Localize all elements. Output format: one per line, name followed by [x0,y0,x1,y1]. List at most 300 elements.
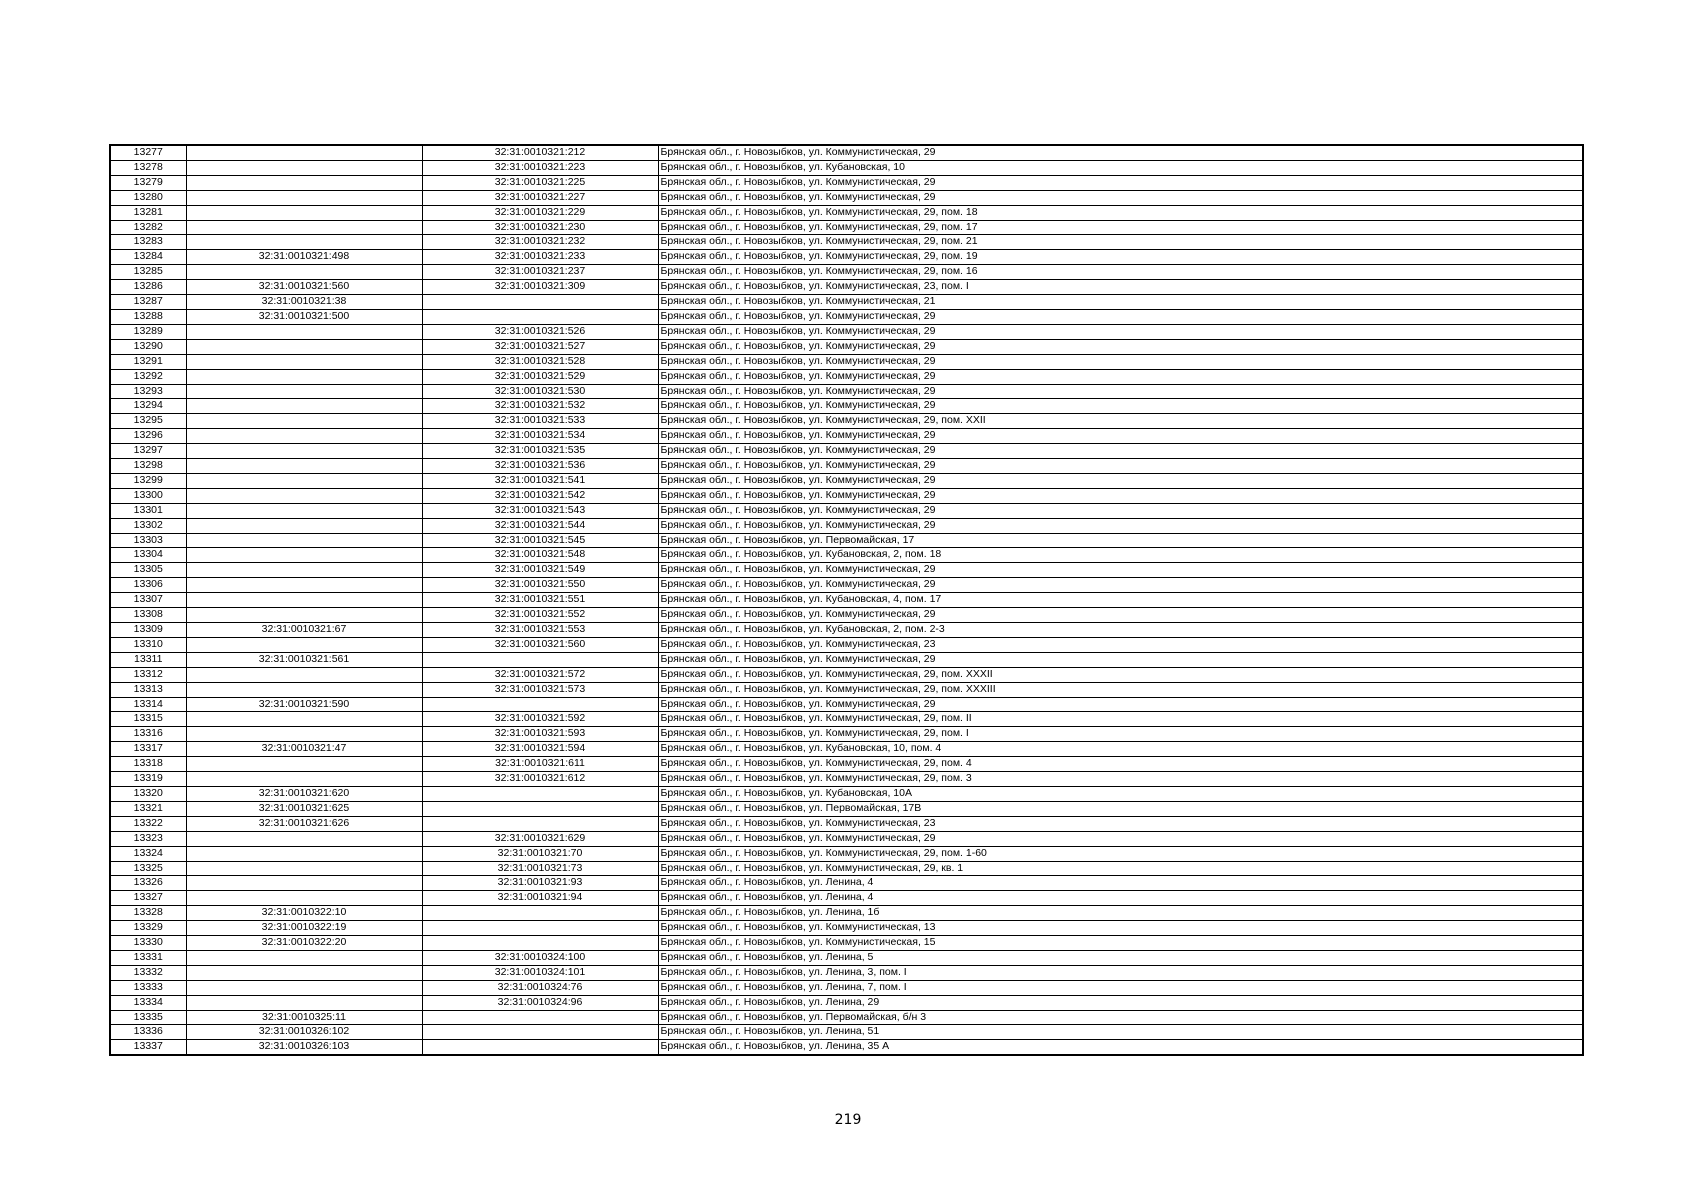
row-number-cell: 13284 [110,250,186,265]
table-row [110,280,1583,295]
object-cadastral-number-cell: 32:31:0010321:541 [422,473,658,488]
object-cadastral-number-cell: 32:31:0010321:70 [422,846,658,861]
object-cadastral-number-cell: 32:31:0010321:535 [422,444,658,459]
object-cadastral-number-cell: 32:31:0010321:229 [422,205,658,220]
object-cadastral-number-cell: 32:31:0010321:309 [422,280,658,295]
row-number-cell: 13336 [110,1025,186,1040]
row-number-cell: 13297 [110,444,186,459]
object-cadastral-number-cell: 32:31:0010321:225 [422,175,658,190]
parcel-cadastral-number-cell: 32:31:0010321:590 [186,697,422,712]
row-number-cell: 13337 [110,1040,186,1055]
parcel-cadastral-number-cell [186,190,422,205]
row-number-cell: 13292 [110,369,186,384]
row-number-cell: 13314 [110,697,186,712]
table-row [110,1010,1583,1025]
row-number-cell: 13278 [110,160,186,175]
parcel-cadastral-number-cell [186,712,422,727]
address-cell: Брянская обл., г. Новозыбков, ул. Коммунистическая, 15 [658,936,1583,951]
row-number-cell: 13316 [110,727,186,742]
table-row [110,295,1583,310]
table-row [110,473,1583,488]
parcel-cadastral-number-cell [186,414,422,429]
row-number-cell: 13322 [110,816,186,831]
row-number-cell: 13332 [110,965,186,980]
parcel-cadastral-number-cell [186,444,422,459]
address-cell: Брянская обл., г. Новозыбков, ул. Коммунистическая, 29, пом. I [658,727,1583,742]
object-cadastral-number-cell: 32:31:0010321:527 [422,339,658,354]
table-row [110,145,1583,160]
address-cell: Брянская обл., г. Новозыбков, ул. Коммунистическая, 29 [658,190,1583,205]
object-cadastral-number-cell: 32:31:0010321:551 [422,593,658,608]
address-cell: Брянская обл., г. Новозыбков, ул. Ленина, 29 [658,995,1583,1010]
parcel-cadastral-number-cell: 32:31:0010321:498 [186,250,422,265]
address-cell: Брянская обл., г. Новозыбков, ул. Коммунистическая, 29 [658,697,1583,712]
parcel-cadastral-number-cell: 32:31:0010322:20 [186,936,422,951]
address-cell: Брянская обл., г. Новозыбков, ул. Коммунистическая, 29, пом. 19 [658,250,1583,265]
address-cell: Брянская обл., г. Новозыбков, ул. Коммунистическая, 29 [658,354,1583,369]
row-number-cell: 13294 [110,399,186,414]
object-cadastral-number-cell: 32:31:0010321:533 [422,414,658,429]
row-number-cell: 13303 [110,533,186,548]
object-cadastral-number-cell [422,906,658,921]
parcel-cadastral-number-cell [186,891,422,906]
parcel-cadastral-number-cell [186,980,422,995]
parcel-cadastral-number-cell [186,593,422,608]
address-cell: Брянская обл., г. Новозыбков, ул. Первомайская, б/н 3 [658,1010,1583,1025]
row-number-cell: 13309 [110,623,186,638]
object-cadastral-number-cell: 32:31:0010324:100 [422,950,658,965]
address-cell: Брянская обл., г. Новозыбков, ул. Коммунистическая, 29 [658,652,1583,667]
object-cadastral-number-cell: 32:31:0010321:592 [422,712,658,727]
address-cell: Брянская обл., г. Новозыбков, ул. Ленина, 3, пом. I [658,965,1583,980]
address-cell: Брянская обл., г. Новозыбков, ул. Коммунистическая, 29, пом. II [658,712,1583,727]
row-number-cell: 13296 [110,429,186,444]
parcel-cadastral-number-cell: 32:31:0010326:102 [186,1025,422,1040]
table-row [110,727,1583,742]
address-cell: Брянская обл., г. Новозыбков, ул. Коммунистическая, 29 [658,369,1583,384]
object-cadastral-number-cell: 32:31:0010321:532 [422,399,658,414]
object-cadastral-number-cell: 32:31:0010324:76 [422,980,658,995]
row-number-cell: 13333 [110,980,186,995]
table-row [110,220,1583,235]
table-row [110,801,1583,816]
address-cell: Брянская обл., г. Новозыбков, ул. Коммунистическая, 29 [658,831,1583,846]
row-number-cell: 13330 [110,936,186,951]
address-cell: Брянская обл., г. Новозыбков, ул. Коммунистическая, 23 [658,816,1583,831]
row-number-cell: 13302 [110,518,186,533]
row-number-cell: 13279 [110,175,186,190]
address-cell: Брянская обл., г. Новозыбков, ул. Кубановская, 2, пом. 2-3 [658,623,1583,638]
table-row [110,563,1583,578]
object-cadastral-number-cell [422,786,658,801]
object-cadastral-number-cell: 32:31:0010321:548 [422,548,658,563]
object-cadastral-number-cell: 32:31:0010321:552 [422,608,658,623]
row-number-cell: 13295 [110,414,186,429]
parcel-cadastral-number-cell: 32:31:0010325:11 [186,1010,422,1025]
row-number-cell: 13283 [110,235,186,250]
object-cadastral-number-cell: 32:31:0010324:101 [422,965,658,980]
table-row [110,608,1583,623]
parcel-cadastral-number-cell: 32:31:0010321:561 [186,652,422,667]
object-cadastral-number-cell: 32:31:0010321:232 [422,235,658,250]
table-row [110,414,1583,429]
parcel-cadastral-number-cell [186,637,422,652]
table-row [110,861,1583,876]
row-number-cell: 13323 [110,831,186,846]
table-row [110,786,1583,801]
address-cell: Брянская обл., г. Новозыбков, ул. Коммунистическая, 29 [658,384,1583,399]
parcel-cadastral-number-cell: 32:31:0010321:560 [186,280,422,295]
table-row [110,339,1583,354]
address-cell: Брянская обл., г. Новозыбков, ул. Коммунистическая, 29 [658,459,1583,474]
table-row [110,891,1583,906]
table-row [110,906,1583,921]
parcel-cadastral-number-cell [186,518,422,533]
address-cell: Брянская обл., г. Новозыбков, ул. Кубановская, 10, пом. 4 [658,742,1583,757]
row-number-cell: 13288 [110,309,186,324]
parcel-cadastral-number-cell: 32:31:0010321:500 [186,309,422,324]
object-cadastral-number-cell: 32:31:0010321:94 [422,891,658,906]
row-number-cell: 13299 [110,473,186,488]
registry-table-body [110,145,1583,1055]
table-row [110,876,1583,891]
object-cadastral-number-cell: 32:31:0010321:543 [422,503,658,518]
object-cadastral-number-cell: 32:31:0010321:73 [422,861,658,876]
address-cell: Брянская обл., г. Новозыбков, ул. Коммунистическая, 29, пом. 21 [658,235,1583,250]
table-row [110,816,1583,831]
row-number-cell: 13289 [110,324,186,339]
object-cadastral-number-cell: 32:31:0010321:528 [422,354,658,369]
table-row [110,235,1583,250]
object-cadastral-number-cell: 32:31:0010324:96 [422,995,658,1010]
object-cadastral-number-cell [422,801,658,816]
object-cadastral-number-cell [422,1025,658,1040]
address-cell: Брянская обл., г. Новозыбков, ул. Коммунистическая, 29 [658,563,1583,578]
table-row [110,503,1583,518]
object-cadastral-number-cell [422,816,658,831]
address-cell: Брянская обл., г. Новозыбков, ул. Ленина, 4 [658,891,1583,906]
address-cell: Брянская обл., г. Новозыбков, ул. Кубановская, 2, пом. 18 [658,548,1583,563]
row-number-cell: 13324 [110,846,186,861]
table-row [110,354,1583,369]
object-cadastral-number-cell: 32:31:0010321:230 [422,220,658,235]
address-cell: Брянская обл., г. Новозыбков, ул. Коммунистическая, 29, кв. 1 [658,861,1583,876]
parcel-cadastral-number-cell [186,861,422,876]
address-cell: Брянская обл., г. Новозыбков, ул. Коммунистическая, 29 [658,175,1583,190]
row-number-cell: 13311 [110,652,186,667]
row-number-cell: 13285 [110,265,186,280]
row-number-cell: 13317 [110,742,186,757]
object-cadastral-number-cell: 32:31:0010321:530 [422,384,658,399]
object-cadastral-number-cell [422,652,658,667]
table-row [110,384,1583,399]
row-number-cell: 13280 [110,190,186,205]
address-cell: Брянская обл., г. Новозыбков, ул. Кубановская, 10 [658,160,1583,175]
address-cell: Брянская обл., г. Новозыбков, ул. Коммунистическая, 29, пом. 17 [658,220,1583,235]
parcel-cadastral-number-cell: 32:31:0010321:38 [186,295,422,310]
table-row [110,757,1583,772]
table-row [110,175,1583,190]
address-cell: Брянская обл., г. Новозыбков, ул. Ленина, 7, пом. I [658,980,1583,995]
parcel-cadastral-number-cell [186,399,422,414]
row-number-cell: 13282 [110,220,186,235]
table-row [110,593,1583,608]
address-cell: Брянская обл., г. Новозыбков, ул. Коммунистическая, 29 [658,608,1583,623]
row-number-cell: 13320 [110,786,186,801]
parcel-cadastral-number-cell [186,682,422,697]
address-cell: Брянская обл., г. Новозыбков, ул. Ленина, 4 [658,876,1583,891]
table-row [110,250,1583,265]
row-number-cell: 13319 [110,772,186,787]
table-row [110,936,1583,951]
table-row [110,682,1583,697]
address-cell: Брянская обл., г. Новозыбков, ул. Коммунистическая, 29 [658,444,1583,459]
row-number-cell: 13277 [110,145,186,160]
address-cell: Брянская обл., г. Новозыбков, ул. Коммунистическая, 29 [658,399,1583,414]
row-number-cell: 13315 [110,712,186,727]
parcel-cadastral-number-cell [186,205,422,220]
parcel-cadastral-number-cell [186,220,422,235]
parcel-cadastral-number-cell: 32:31:0010321:47 [186,742,422,757]
parcel-cadastral-number-cell [186,473,422,488]
table-row [110,652,1583,667]
object-cadastral-number-cell [422,1040,658,1055]
row-number-cell: 13327 [110,891,186,906]
address-cell: Брянская обл., г. Новозыбков, ул. Коммунистическая, 29 [658,488,1583,503]
table-row [110,309,1583,324]
object-cadastral-number-cell: 32:31:0010321:612 [422,772,658,787]
parcel-cadastral-number-cell [186,608,422,623]
object-cadastral-number-cell: 32:31:0010321:212 [422,145,658,160]
row-number-cell: 13281 [110,205,186,220]
address-cell: Брянская обл., г. Новозыбков, ул. Первомайская, 17 [658,533,1583,548]
parcel-cadastral-number-cell: 32:31:0010322:10 [186,906,422,921]
table-row [110,518,1583,533]
table-row [110,533,1583,548]
table-row [110,160,1583,175]
parcel-cadastral-number-cell [186,727,422,742]
object-cadastral-number-cell: 32:31:0010321:93 [422,876,658,891]
object-cadastral-number-cell: 32:31:0010321:629 [422,831,658,846]
parcel-cadastral-number-cell [186,235,422,250]
row-number-cell: 13328 [110,906,186,921]
row-number-cell: 13287 [110,295,186,310]
table-row [110,846,1583,861]
object-cadastral-number-cell: 32:31:0010321:550 [422,578,658,593]
row-number-cell: 13335 [110,1010,186,1025]
table-row [110,742,1583,757]
parcel-cadastral-number-cell [186,488,422,503]
parcel-cadastral-number-cell [186,324,422,339]
row-number-cell: 13308 [110,608,186,623]
object-cadastral-number-cell: 32:31:0010321:544 [422,518,658,533]
address-cell: Брянская обл., г. Новозыбков, ул. Коммунистическая, 29 [658,503,1583,518]
parcel-cadastral-number-cell [186,548,422,563]
row-number-cell: 13304 [110,548,186,563]
table-row [110,921,1583,936]
row-number-cell: 13331 [110,950,186,965]
parcel-cadastral-number-cell [186,503,422,518]
table-row [110,444,1583,459]
parcel-cadastral-number-cell [186,533,422,548]
object-cadastral-number-cell: 32:31:0010321:233 [422,250,658,265]
row-number-cell: 13290 [110,339,186,354]
object-cadastral-number-cell [422,921,658,936]
row-number-cell: 13334 [110,995,186,1010]
object-cadastral-number-cell: 32:31:0010321:534 [422,429,658,444]
address-cell: Брянская обл., г. Новозыбков, ул. Коммунистическая, 23, пом. I [658,280,1583,295]
registry-table [109,144,1584,1056]
address-cell: Брянская обл., г. Новозыбков, ул. Коммунистическая, 29, пом. 4 [658,757,1583,772]
table-row [110,712,1583,727]
row-number-cell: 13321 [110,801,186,816]
table-row [110,578,1583,593]
object-cadastral-number-cell: 32:31:0010321:594 [422,742,658,757]
parcel-cadastral-number-cell [186,339,422,354]
parcel-cadastral-number-cell [186,563,422,578]
table-row [110,950,1583,965]
row-number-cell: 13307 [110,593,186,608]
address-cell: Брянская обл., г. Новозыбков, ул. Коммунистическая, 29 [658,578,1583,593]
parcel-cadastral-number-cell [186,459,422,474]
object-cadastral-number-cell: 32:31:0010321:593 [422,727,658,742]
table-row [110,429,1583,444]
address-cell: Брянская обл., г. Новозыбков, ул. Коммунистическая, 29, пом. XXXII [658,667,1583,682]
object-cadastral-number-cell [422,697,658,712]
table-row [110,548,1583,563]
parcel-cadastral-number-cell [186,965,422,980]
object-cadastral-number-cell: 32:31:0010321:560 [422,637,658,652]
table-row [110,995,1583,1010]
table-row [110,697,1583,712]
table-row [110,965,1583,980]
row-number-cell: 13312 [110,667,186,682]
object-cadastral-number-cell [422,1010,658,1025]
parcel-cadastral-number-cell [186,876,422,891]
object-cadastral-number-cell: 32:31:0010321:526 [422,324,658,339]
parcel-cadastral-number-cell [186,667,422,682]
address-cell: Брянская обл., г. Новозыбков, ул. Коммунистическая, 13 [658,921,1583,936]
parcel-cadastral-number-cell: 32:31:0010321:620 [186,786,422,801]
object-cadastral-number-cell [422,295,658,310]
row-number-cell: 13329 [110,921,186,936]
parcel-cadastral-number-cell [186,160,422,175]
object-cadastral-number-cell: 32:31:0010321:611 [422,757,658,772]
object-cadastral-number-cell: 32:31:0010321:553 [422,623,658,638]
parcel-cadastral-number-cell [186,265,422,280]
object-cadastral-number-cell: 32:31:0010321:542 [422,488,658,503]
table-row [110,637,1583,652]
address-cell: Брянская обл., г. Новозыбков, ул. Коммунистическая, 29, пом. 3 [658,772,1583,787]
table-row [110,190,1583,205]
address-cell: Брянская обл., г. Новозыбков, ул. Ленина, 1б [658,906,1583,921]
parcel-cadastral-number-cell [186,578,422,593]
object-cadastral-number-cell: 32:31:0010321:237 [422,265,658,280]
address-cell: Брянская обл., г. Новозыбков, ул. Коммунистическая, 29 [658,145,1583,160]
row-number-cell: 13291 [110,354,186,369]
object-cadastral-number-cell: 32:31:0010321:227 [422,190,658,205]
address-cell: Брянская обл., г. Новозыбков, ул. Первомайская, 17В [658,801,1583,816]
table-row [110,205,1583,220]
object-cadastral-number-cell [422,936,658,951]
parcel-cadastral-number-cell: 32:31:0010321:625 [186,801,422,816]
address-cell: Брянская обл., г. Новозыбков, ул. Коммунистическая, 29, пом. 18 [658,205,1583,220]
row-number-cell: 13301 [110,503,186,518]
address-cell: Брянская обл., г. Новозыбков, ул. Коммунистическая, 29, пом. 1-60 [658,846,1583,861]
parcel-cadastral-number-cell [186,369,422,384]
address-cell: Брянская обл., г. Новозыбков, ул. Коммунистическая, 29 [658,518,1583,533]
address-cell: Брянская обл., г. Новозыбков, ул. Ленина, 5 [658,950,1583,965]
parcel-cadastral-number-cell [186,145,422,160]
object-cadastral-number-cell: 32:31:0010321:573 [422,682,658,697]
address-cell: Брянская обл., г. Новозыбков, ул. Коммунистическая, 29, пом. XXII [658,414,1583,429]
address-cell: Брянская обл., г. Новозыбков, ул. Коммунистическая, 29 [658,473,1583,488]
row-number-cell: 13318 [110,757,186,772]
row-number-cell: 13325 [110,861,186,876]
address-cell: Брянская обл., г. Новозыбков, ул. Коммунистическая, 29 [658,309,1583,324]
address-cell: Брянская обл., г. Новозыбков, ул. Коммунистическая, 29 [658,324,1583,339]
address-cell: Брянская обл., г. Новозыбков, ул. Ленина, 51 [658,1025,1583,1040]
parcel-cadastral-number-cell [186,831,422,846]
row-number-cell: 13306 [110,578,186,593]
row-number-cell: 13326 [110,876,186,891]
parcel-cadastral-number-cell: 32:31:0010321:67 [186,623,422,638]
parcel-cadastral-number-cell: 32:31:0010322:19 [186,921,422,936]
row-number-cell: 13300 [110,488,186,503]
parcel-cadastral-number-cell [186,950,422,965]
table-row [110,488,1583,503]
row-number-cell: 13286 [110,280,186,295]
table-row [110,265,1583,280]
address-cell: Брянская обл., г. Новозыбков, ул. Коммунистическая, 21 [658,295,1583,310]
object-cadastral-number-cell: 32:31:0010321:545 [422,533,658,548]
table-row [110,980,1583,995]
table-row [110,772,1583,787]
table-row [110,1025,1583,1040]
object-cadastral-number-cell: 32:31:0010321:572 [422,667,658,682]
parcel-cadastral-number-cell [186,354,422,369]
object-cadastral-number-cell: 32:31:0010321:549 [422,563,658,578]
parcel-cadastral-number-cell [186,175,422,190]
table-row [110,399,1583,414]
object-cadastral-number-cell: 32:31:0010321:536 [422,459,658,474]
address-cell: Брянская обл., г. Новозыбков, ул. Кубановская, 10А [658,786,1583,801]
row-number-cell: 13293 [110,384,186,399]
table-row [110,1040,1583,1055]
address-cell: Брянская обл., г. Новозыбков, ул. Коммунистическая, 29, пом. 16 [658,265,1583,280]
address-cell: Брянская обл., г. Новозыбков, ул. Коммунистическая, 23 [658,637,1583,652]
object-cadastral-number-cell [422,309,658,324]
address-cell: Брянская обл., г. Новозыбков, ул. Коммунистическая, 29, пом. XXXIII [658,682,1583,697]
parcel-cadastral-number-cell: 32:31:0010321:626 [186,816,422,831]
address-cell: Брянская обл., г. Новозыбков, ул. Кубановская, 4, пом. 17 [658,593,1583,608]
row-number-cell: 13305 [110,563,186,578]
address-cell: Брянская обл., г. Новозыбков, ул. Коммунистическая, 29 [658,429,1583,444]
row-number-cell: 13313 [110,682,186,697]
row-number-cell: 13298 [110,459,186,474]
table-row [110,324,1583,339]
parcel-cadastral-number-cell: 32:31:0010326:103 [186,1040,422,1055]
table-row [110,831,1583,846]
object-cadastral-number-cell: 32:31:0010321:529 [422,369,658,384]
address-cell: Брянская обл., г. Новозыбков, ул. Ленина, 35 А [658,1040,1583,1055]
parcel-cadastral-number-cell [186,995,422,1010]
parcel-cadastral-number-cell [186,846,422,861]
table-row [110,369,1583,384]
address-cell: Брянская обл., г. Новозыбков, ул. Коммунистическая, 29 [658,339,1583,354]
table-row [110,667,1583,682]
object-cadastral-number-cell: 32:31:0010321:223 [422,160,658,175]
